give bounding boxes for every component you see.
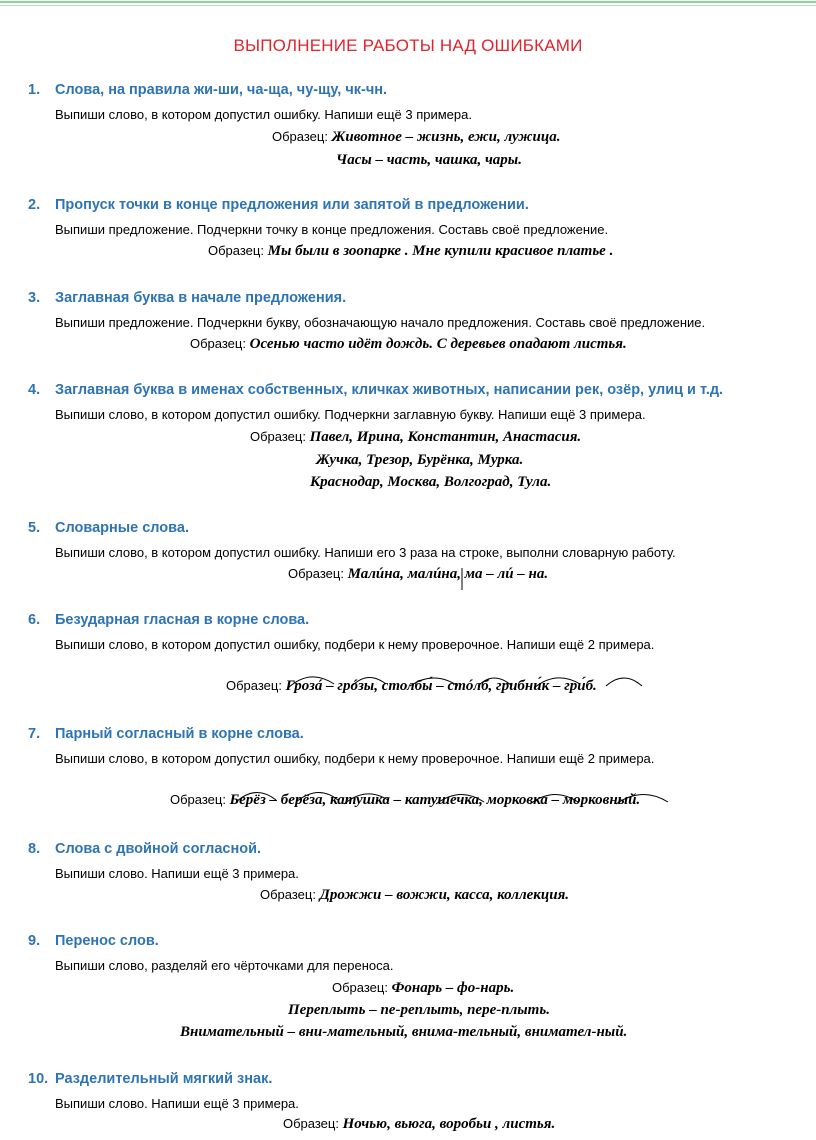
section-instruction: Выпиши предложение. Подчеркни точку в конце предложения. Составь своё предложение. xyxy=(55,222,609,237)
section-heading: 3. Заглавная буква в начале предложения. xyxy=(28,290,347,306)
sample-line: Образец: Осенью часто идёт дождь. С деревьев опадают листья. xyxy=(190,336,627,352)
section-instruction: Выпиши предложение. Подчеркни букву, обозначающую начало предложения. Составь своё предложение. xyxy=(55,315,706,330)
section-1 xyxy=(28,82,808,168)
sample-line: Образец: Ночью, вьюга, воробьи , листья. xyxy=(283,1116,556,1132)
section-heading: 5. Словарные слова. xyxy=(28,520,189,536)
section-heading: 4. Заглавная буква в именах собственных, кличках животных, написании рек, озёр, улиц и т.д. xyxy=(28,382,724,398)
section-heading: 6. Безударная гласная в корне слова. xyxy=(28,612,310,628)
sample-line: Переплыть – пе-реплыть, пере-плыть. xyxy=(288,1002,550,1018)
section-instruction: Выпиши слово, в котором допустил ошибку. Напиши ещё 3 примера. xyxy=(55,107,472,122)
sample-line: Образец: Грозá – грóзы, столбы́ – стóлб, грибни́к – гри́б. xyxy=(226,678,597,694)
section-instruction: Выпиши слово. Напиши ещё 3 примера. xyxy=(55,866,299,881)
section-heading: 9. Перенос слов. xyxy=(28,933,159,949)
section-7 xyxy=(28,726,808,808)
section-5 xyxy=(28,520,808,582)
sample-line: Образец: Животное – жизнь, ежи, лужица. xyxy=(272,129,561,145)
section-9 xyxy=(28,933,808,1040)
root-arc xyxy=(606,678,642,686)
top-border xyxy=(0,0,816,8)
section-instruction: Выпиши слово, в котором допустил ошибку, подбери к нему проверочное. Напиши ещё 2 примера. xyxy=(55,751,655,766)
sample-line: Образец: Павел, Ирина, Константин, Анастасия. xyxy=(250,429,582,445)
section-6 xyxy=(28,612,808,694)
section-instruction: Выпиши слово, в котором допустил ошибку, подбери к нему проверочное. Напиши ещё 2 примера. xyxy=(55,637,655,652)
sample-line: Внимательный – вни-мательный, внима-тельный, внимател-ный. xyxy=(180,1024,628,1040)
section-heading: 1. Слова, на правила жи-ши, ча-ща, чу-щу, чк-чн. xyxy=(28,82,388,98)
section-heading: 7. Парный согласный в корне слова. xyxy=(28,726,304,742)
page-title: ВЫПОЛНЕНИЕ РАБОТЫ НАД ОШИБКАМИ xyxy=(233,36,583,55)
sample-line: Жучка, Трезор, Бурёнка, Мурка. xyxy=(316,452,524,468)
section-heading: 8. Слова с двойной согласной. xyxy=(28,841,262,857)
sample-line: Образец: Берёз – берёза, катушка – катушечка, морковка – морковный. xyxy=(170,792,641,808)
section-heading: 10. Разделительный мягкий знак. xyxy=(28,1071,273,1087)
section-4 xyxy=(28,382,808,490)
sample-line: Образец: Фонарь – фо-нарь. xyxy=(332,980,515,996)
sample-line: Краснодар, Москва, Волгоград, Тула. xyxy=(310,474,552,490)
sample-line: Образец: Мы были в зоопарке . Мне купили красивое платье . xyxy=(208,243,614,259)
section-10 xyxy=(28,1071,808,1132)
section-instruction: Выпиши слово. Напиши ещё 3 примера. xyxy=(55,1096,299,1111)
sample-line: Образец: Дрожжи – вожжи, касса, коллекция. xyxy=(260,887,570,903)
section-8 xyxy=(28,841,808,903)
section-instruction: Выпиши слово, в котором допустил ошибку. Напиши его 3 раза на строке, выполни словарную работу. xyxy=(55,545,676,560)
section-2 xyxy=(28,197,808,259)
sample-line: Образец: Малúна, малúна, ма – лú – на. xyxy=(288,566,549,582)
section-instruction: Выпиши слово, в котором допустил ошибку. Подчеркни заглавную букву. Напиши ещё 3 примера. xyxy=(55,407,646,422)
sample-line: Часы – часть, чашка, чары. xyxy=(336,152,522,168)
section-heading: 2. Пропуск точки в конце предложения или запятой в предложении. xyxy=(28,197,529,213)
section-3 xyxy=(28,290,808,352)
section-instruction: Выпиши слово, разделяй его чёрточками для переноса. xyxy=(55,958,394,973)
